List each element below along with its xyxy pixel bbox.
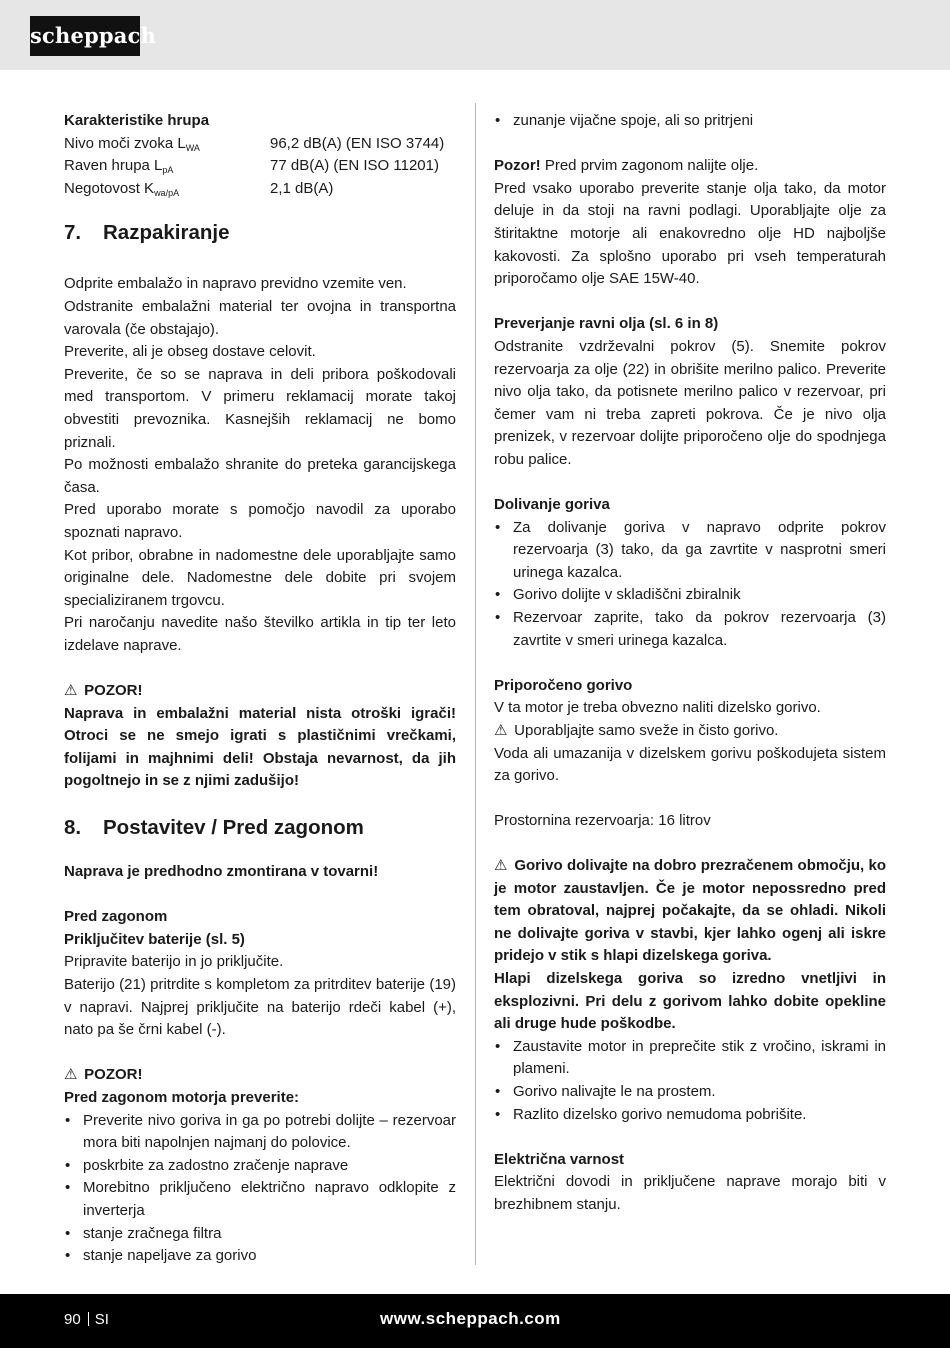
unpack-para: Odprite embalažo in napravo previdno vzemite ven.: [64, 275, 407, 293]
fuel-safety-list: [494, 1036, 886, 1126]
footer-bar: [0, 1294, 950, 1348]
warning-icon: ⚠: [64, 682, 78, 700]
oil-check-heading: Preverjanje ravni olja (sl. 6 in 8): [494, 315, 719, 333]
noise-value: 96,2 dB(A) (EN ISO 3744): [270, 134, 445, 152]
warning-2-title: ⚠ POZOR!: [64, 1064, 456, 1087]
section-title: Razpakiranje: [103, 221, 230, 245]
fuel-steps: [494, 517, 886, 653]
before-start-heading: Pred zagonom: [64, 908, 168, 926]
list-item: • Razlito dizelsko gorivo nemudoma pobrišite.: [494, 1104, 886, 1127]
list-item: • Rezervoar zaprite, tako da pokrov rezervoarja (3) zavrtite v smeri urinega kazalca.: [494, 607, 886, 652]
noise-title: Karakteristike hrupa: [64, 112, 210, 129]
language-code: SI: [94, 1311, 109, 1328]
noise-label: Raven hrupa $L_{pA}$: [64, 157, 174, 176]
section-7-heading: [64, 220, 456, 246]
check-list: [64, 1110, 456, 1268]
section-title: Postavitev / Pred zagonom: [103, 816, 364, 840]
unpack-para: Pri naročanju navedite našo številko artikla in tip ter leto izdelave naprave.: [64, 614, 456, 654]
tank-volume: Prostornina rezervoarja: 16 litrov: [494, 811, 711, 829]
section-number: 8.: [64, 816, 82, 840]
scheppach-logo[interactable]: scheppach: [30, 16, 140, 56]
list-item: • Morebitno priključeno električno napravo odklopite z inverterja: [64, 1177, 456, 1222]
recommended-fuel-text: Voda ali umazanija v dizelskem gorivu poškodujeta sistem za gorivo.: [494, 744, 886, 785]
column-divider: [475, 103, 476, 1265]
battery-text: Baterijo (21) pritrdite s kompletom za pritrditev baterije (19) v napravi. Najprej priključite na baterijo rdeči kabel (+), nato pa še črni kabel (-).: [64, 976, 456, 1039]
fuel-heading: Dolivanje goriva: [494, 496, 610, 514]
list-item: • poskrbite za zadostno zračenje naprave: [64, 1155, 456, 1178]
unpack-para: Po možnosti embalažo shranite do preteka garancijskega časa.: [64, 456, 456, 496]
footer-separator: [88, 1312, 89, 1326]
list-item: • Za dolivanje goriva v napravo odprite pokrov rezervoarja (3) tako, da ga zavrtite v nasprotni smeri urinega kazalca.: [494, 517, 886, 585]
list-item: • stanje zračnega filtra: [64, 1223, 456, 1246]
oil-check-text: Odstranite vzdrževalni pokrov (5). Snemite pokrov rezervoarja za olje (22) in obrišite merilno palico. Preverite nivo olja tako, da potisnete merilno palico v rezervoar, pri čemer vam ni treba zapreti pokrova. Če je nivo olja prenizek, v rezervoar dolijte priporočeno olje do spodnjega robu palice.: [494, 337, 886, 468]
page-number: 90 SI: [64, 1311, 109, 1328]
unpack-para: Odstranite embalažni material ter ovojna in transportna varovala (če obstajajo).: [64, 297, 456, 338]
section-8-heading: [64, 815, 456, 841]
left-column: [64, 110, 456, 1268]
unpack-para: Pred uporabo morate s pomočjo navodil za uporabo spoznati napravo.: [64, 501, 456, 541]
list-item: • Gorivo nalivajte le na prostem.: [494, 1081, 886, 1104]
noise-label: Nivo moči zvoka $L_{WA}$: [64, 134, 200, 153]
warning-icon: ⚠: [494, 722, 508, 740]
battery-text: Pripravite baterijo in jo priključite.: [64, 953, 284, 971]
warning-1-title: ⚠ POZOR!: [64, 680, 456, 703]
check-heading: Pred zagonom motorja preverite:: [64, 1088, 300, 1106]
list-item: • Zaustavite motor in preprečite stik z vročino, iskrami in plameni.: [494, 1036, 886, 1081]
check-list-continued: [494, 110, 886, 133]
fuel-warning: ⚠ Gorivo dolivajte na dobro prezračenem območju, ko je motor zaustavljen. Če je motor nepossredno pred tem obratoval, najprej počakajte, da se ohladi. Nikoli ne dolivajte goriva v stavbi, kjer lahko ogenj ali iskre pridejo v stik s hlapi dizelskega goriva.: [494, 857, 887, 965]
noise-value: 77 dB(A) (EN ISO 11201): [270, 157, 439, 175]
right-column: [494, 110, 886, 1217]
website-link[interactable]: www.scheppach.com: [380, 1309, 561, 1328]
fuel-warning-2: Hlapi dizelskega goriva so izredno vnetljivi in eksplozivni. Pri delu z gorivom lahko dobite opekline ali druge hude poškodbe.: [494, 969, 886, 1033]
list-item: • stanje napeljave za gorivo: [64, 1245, 456, 1268]
warning-1-text: Naprava in embalažni material nista otroški igrači! Otroci se ne smejo igrati s plastičnimi vrečkami, folijami in majhnimi deli! Obstaja nevarnost, da jih pogoltnejo in se z njimi zadušijo!: [64, 704, 456, 790]
battery-heading: Priključitev baterije (sl. 5): [64, 930, 245, 948]
noise-row-uncertainty: [64, 178, 456, 201]
unpack-para: Preverite, če so se naprava in deli pribora poškodovali med transportom. V primeru reklamacij morate takoj obvestiti prevoznika. Kasnejših reklamacij ne bomo priznali.: [64, 365, 456, 451]
unpack-para: Preverite, ali je obseg dostave celovit.: [64, 343, 316, 361]
electrical-heading: Električna varnost: [494, 1150, 625, 1168]
noise-row-pressure: [64, 155, 456, 178]
warning-icon: ⚠: [494, 857, 508, 874]
header-bar: [0, 0, 950, 70]
warning-icon: ⚠: [64, 1066, 78, 1084]
section-number: 7.: [64, 221, 82, 245]
preassembled-note: Naprava je predhodno zmontirana v tovarni!: [64, 863, 379, 881]
unpack-para: Kot pribor, obrabne in nadomestne dele uporabljajte samo originalne dele. Nadomestne dele dobite pri svojem specializiranem trgovcu.: [64, 546, 456, 609]
noise-row-power: [64, 133, 456, 156]
list-item: • Preverite nivo goriva in ga po potrebi dolijte – rezervoar mora biti napolnjen najmanj do polovice.: [64, 1110, 456, 1155]
list-item: • Gorivo dolijte v skladiščni zbiralnik: [494, 584, 886, 607]
noise-value: 2,1 dB(A): [270, 179, 334, 197]
oil-warning: Pozor! Pred prvim zagonom nalijte olje.: [494, 157, 759, 175]
noise-label: Negotovost $K_{wa/pA}$: [64, 179, 180, 198]
list-item: • zunanje vijačne spoje, ali so pritrjeni: [494, 110, 886, 133]
recommended-fuel-warning: ⚠ Uporabljajte samo sveže in čisto gorivo.: [494, 720, 886, 743]
oil-text: Pred vsako uporabo preverite stanje olja tako, da motor deluje in da stoji na ravni podlagi. Uporabljajte olje za štiritaktne motorje ali enakovredno olje HD najboljše kakovosti. Za splošno uporabo pri vseh temperaturah priporočamo olje SAE 15W-40.: [494, 179, 886, 288]
electrical-text: Električni dovodi in priključene naprave morajo biti v brezhibnem stanju.: [494, 1173, 886, 1213]
recommended-fuel-text: V ta motor je treba obvezno naliti dizelsko gorivo.: [494, 699, 821, 717]
recommended-fuel-heading: Priporočeno gorivo: [494, 676, 633, 694]
